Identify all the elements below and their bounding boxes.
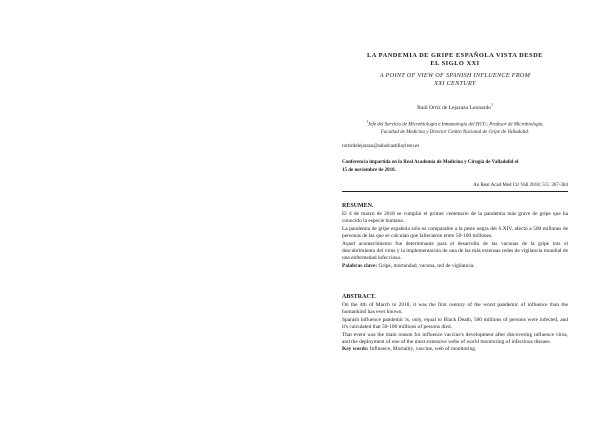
- resumen-paragraph-2: La pandemia de gripe española sólo es comparable a la peste negra del S.XIV, afectó a 500 millones de personas de las que se calculan que fallecieron entre 50-100 millones.: [342, 225, 568, 240]
- resumen-keywords-text: Gripe, mortandad, vacuna, red de vigilancia.: [377, 262, 475, 269]
- author-email[interactable]: rortizdelejarazu@saludcastillayleon.es: [342, 144, 420, 149]
- resumen-heading: RESUMEN.: [342, 203, 374, 209]
- journal-citation: An Real Acad Med Cir Vall 2018; 5/5: 367-384: [473, 183, 568, 188]
- affil-sup: 1: [366, 120, 368, 124]
- abstract-keywords-text: Influence, Mortality, vaccine, web of monitoring.: [368, 346, 477, 353]
- author-sup: 1: [491, 103, 493, 107]
- resumen-paragraph-1: El 4 de marzo de 2018 se cumplió el primer centenario de la pandemia más grave de gripe que ha conocido la especie humana.: [342, 211, 568, 225]
- abstract-heading: ABSTRACT.: [342, 294, 376, 300]
- affil-line-2: Facultad de Medicina y Director Centro Nacional de Gripe de Valladolid.: [380, 130, 530, 136]
- title-line-2: EL SIGLO XXI: [430, 60, 480, 67]
- abstract-keywords-label: Key words:: [342, 346, 369, 353]
- header-divider: [342, 191, 568, 192]
- conference-line-2: 15 de noviembre de 2018.: [342, 167, 396, 173]
- author-line: [342, 103, 568, 111]
- abstract-paragraph-3: That event was the main reason for influence vaccine's development after discovering influence virus, and the deployment of one of the most extensive webs of world monitoring of infectious disease.: [342, 331, 568, 346]
- resumen-body: [342, 211, 568, 270]
- abstract-paragraph-2: Spanish influence pandemic is, only, equal to Black Death, 500 millions of persons were infected, and it's calculated that 50-100 millions of persons died.: [342, 316, 568, 331]
- conference-line-1: Conferencia impartida en la Real Academia de Medicina y Cirugía de Valladolid el: [342, 160, 519, 165]
- article-title: [342, 52, 568, 68]
- abstract-keywords: [342, 346, 568, 353]
- resumen-keywords: [342, 263, 568, 270]
- author-affiliation: [342, 119, 568, 137]
- article-subtitle: [342, 72, 568, 88]
- abstract-body: [342, 302, 568, 354]
- title-line-1: LA PANDEMIA DE GRIPE ESPAÑOLA VISTA DESDE: [367, 52, 543, 59]
- conference-note: [342, 159, 568, 174]
- subtitle-line-2: XXI CENTURY: [434, 80, 476, 87]
- resumen-keywords-label: Palabras clave:: [342, 262, 378, 269]
- author-name: Raúl Ortiz de Lejarazu Leonardo: [417, 104, 492, 111]
- resumen-paragraph-3: Aquel acontecimiento fue determinante para el desarrollo de las vacunas de la gripe tras el descubrimiento del virus y la implementación de una de las más extensas redes de vigilancia mundial de una enfermedad infecciosa.: [342, 240, 568, 262]
- subtitle-line-1: A POINT OF VIEW OF SPANISH INFLUENCE FROM: [379, 72, 531, 79]
- affil-line-1: Jefe del Servicio de Microbiología e Inmunología del HCU; Profesor de Microbiología.: [368, 122, 544, 128]
- abstract-paragraph-1: On the 4th of March in 2018, it was the first century of the worst pandemic of influence than the humankind has ever known.: [342, 302, 568, 316]
